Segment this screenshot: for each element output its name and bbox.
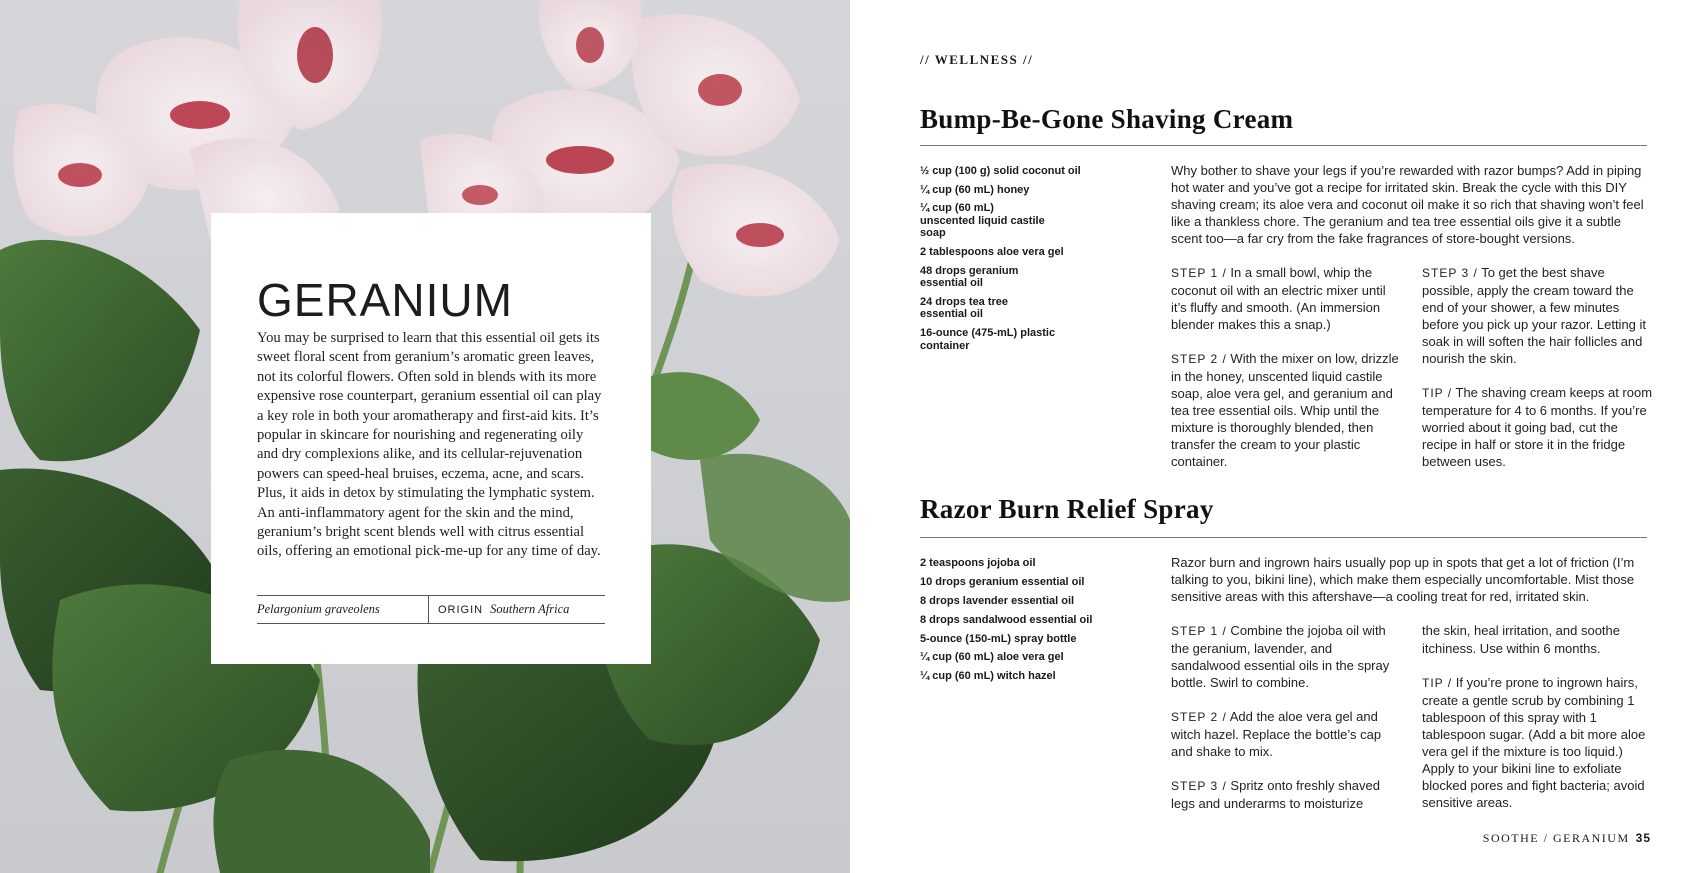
tip (1422, 674, 1654, 811)
ingredient: 8 drops sandalwood essential oil (920, 613, 1093, 626)
steps-column-1 (1171, 622, 1403, 829)
ingredient: 10 drops geranium essential oil (920, 575, 1085, 588)
step-text: To get the best shave possible, apply the cream toward the end of your shower, a few minutes before you pick up your razor. Letting it soak in will soften the hair follicles and nourish the skin. (1422, 265, 1647, 366)
step (1171, 350, 1403, 470)
origin-value: Southern Africa (490, 602, 570, 616)
plant-facts-bar (257, 595, 605, 624)
recipe-intro: Razor burn and ingrown hairs usually pop up in spots that get a lot of friction (I’m talking to you, bikini line), which make them especially uncomfortable. Mist those sensitive areas with this aftershave—a cooling treat for red, irritated skin. (1171, 555, 1635, 604)
origin (429, 602, 569, 617)
right-page (850, 0, 1700, 873)
plant-description: You may be surprised to learn that this essential oil gets its sweet floral scent from geranium’s aromatic green leaves, not its colorful flowers. Often sold in blends with its more expensive rose counterpart, geranium essential oil can play a key role in both your aromatherapy and first-aid kits. It’s popular in skincare for nourishing and regenerating oily and dry complexions alike, and its cellular-rejuvenation powers can speed-heal bruises, eczema, acne, and scars. Plus, it aids in detox by stimulating the lymphatic system. An anti-inflammatory agent for the skin and the mind, geranium’s bright scent blends well with citrus essential oils, offering an emotional pick-me-up for any time of day. (257, 330, 602, 560)
ingredient: ¼ cup (60 mL) honey (920, 183, 1030, 196)
tip-text: The shaving cream keeps at room temperature for 4 to 6 months. If you’re worried about it going bad, cut the recipe in half or store it in the fridge between uses. (1422, 385, 1653, 469)
plant-info-card (211, 213, 651, 664)
step-text: Combine the jojoba oil with the geranium, lavender, and sandalwood essential oils in the spray bottle. Swirl to combine. (1171, 623, 1390, 690)
step-label: STEP 3 / (1171, 779, 1227, 793)
step-label: STEP 3 / (1422, 266, 1478, 280)
step-label: STEP 2 / (1171, 710, 1227, 724)
divider (920, 145, 1647, 146)
step (1422, 264, 1654, 367)
ingredient: 2 tablespoons aloe vera gel (920, 246, 1064, 259)
section-tag: // WELLNESS // (920, 52, 1034, 67)
page-number: 35 (1635, 831, 1651, 845)
step-label: STEP 1 / (1171, 266, 1227, 280)
recipe-title: Bump-Be-Gone Shaving Cream (920, 104, 1294, 134)
step-text: the skin, heal irritation, and soothe itchiness. Use within 6 months. (1422, 623, 1621, 656)
ingredient: ¼ cup (60 mL) aloe vera gel (920, 651, 1064, 664)
ingredient: ¼ cup (60 mL) unscented liquid castile soap (920, 202, 1045, 240)
step (1171, 622, 1403, 691)
ingredient-list (920, 165, 1120, 358)
steps-column-2 (1422, 622, 1654, 828)
step-text: With the mixer on low, drizzle in the honey, unscented liquid castile soap, aloe vera gel, and geranium and tea tree essential oils. Whip until the mixture is thoroughly blended, then transfer the cream to your plastic container. (1171, 351, 1399, 469)
ingredient: 48 drops geranium essential oil (920, 264, 1019, 290)
ingredient: 24 drops tea tree essential oil (920, 295, 1009, 321)
ingredient: ¼ cup (60 mL) witch hazel (920, 670, 1056, 683)
page-footer (1483, 831, 1651, 846)
ingredient: 8 drops lavender essential oil (920, 594, 1075, 607)
tip-label: TIP / (1422, 676, 1453, 690)
step-continued (1422, 622, 1654, 657)
step-text: Spritz onto freshly shaved legs and underarms to moisturize (1171, 778, 1381, 811)
step-label: STEP 2 / (1171, 352, 1227, 366)
step-label: STEP 1 / (1171, 624, 1227, 638)
divider (920, 537, 1647, 538)
ingredient: 5-ounce (150-mL) spray bottle (920, 632, 1077, 645)
ingredient: ½ cup (100 g) solid coconut oil (920, 165, 1081, 177)
running-head: SOOTHE / GERANIUM (1482, 831, 1630, 845)
step (1171, 264, 1403, 333)
step (1171, 708, 1403, 760)
step-text: In a small bowl, whip the coconut oil with an electric mixer until it’s fluffy and smooth. (An immersion blender makes this a snap.) (1171, 265, 1386, 332)
tip (1422, 384, 1654, 470)
plant-title: GERANIUM (257, 274, 513, 326)
recipe-title: Razor Burn Relief Spray (920, 494, 1214, 524)
ingredient-list (920, 557, 1120, 689)
steps-column-1 (1171, 264, 1403, 487)
tip-text: If you’re prone to ingrown hairs, create a gentle scrub by combining 1 tablespoon of this spray with 1 tablespoon sugar. (Add a bit more aloe vera gel if the mixture is too liquid.) Apply to your bikini line to exfoliate blocked pores and fight bacteria; avoid sensitive areas. (1422, 675, 1646, 810)
step-text: Add the aloe vera gel and witch hazel. Replace the bottle’s cap and shake to mix. (1171, 709, 1382, 759)
steps-column-2 (1422, 264, 1654, 487)
tip-label: TIP / (1422, 386, 1453, 400)
latin-name: Pelargonium graveolens (257, 596, 429, 623)
ingredient: 16-ounce (475-mL) plastic container (920, 327, 1056, 352)
recipe-intro: Why bother to shave your legs if you’re rewarded with razor bumps? Add in piping hot water and you’ve got a recipe for irritated skin. Break the cycle with this DIY shaving cream; its aloe vera and coconut oil make it so rich that shaving won’t feel like a thankless chore. The geranium and tea tree essential oils give it a subtle scent too—a far cry from the fake fragrances of store-bought versions. (1171, 163, 1644, 246)
ingredient: 2 teaspoons jojoba oil (920, 557, 1036, 569)
step (1171, 777, 1403, 812)
origin-label: ORIGIN (438, 603, 484, 616)
